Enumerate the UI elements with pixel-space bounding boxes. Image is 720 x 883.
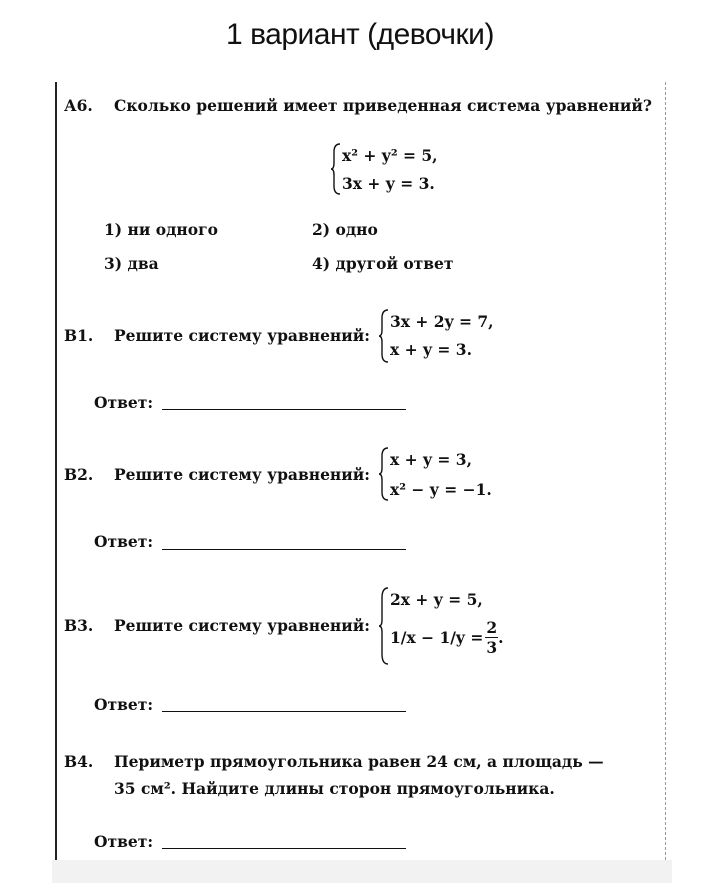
equation-b1-1: 3x + 2y = 7, — [390, 312, 494, 331]
equation-b3-1: 2x + y = 5, — [390, 590, 483, 609]
answer-line-b2[interactable] — [162, 549, 406, 550]
question-text-a6: Сколько решений имеет приведенная система уравнений? — [114, 96, 652, 115]
equation-b3-2-suffix: . — [498, 628, 504, 647]
question-text-b3: Решите систему уравнений: — [114, 616, 370, 635]
equation-b2-1: x + y = 3, — [390, 450, 472, 469]
left-margin-line — [55, 82, 57, 860]
answer-line-b1[interactable] — [162, 409, 406, 410]
fraction-two-thirds — [485, 620, 498, 655]
question-number-b4: В4. — [64, 752, 94, 771]
question-text-b4-line2: 35 см². Найдите длины сторон прямоугольника. — [114, 779, 555, 798]
question-number-b1: В1. — [64, 326, 94, 345]
answer-label-b1: Ответ: — [94, 393, 154, 412]
option-a6-3: 3) два — [104, 254, 159, 273]
fraction-numerator: 2 — [486, 618, 498, 637]
question-text-b4-line1: Периметр прямоугольника равен 24 см, а площадь — — [114, 752, 604, 771]
equation-a6-2: 3x + y = 3. — [342, 174, 435, 193]
answer-line-b3[interactable] — [162, 711, 406, 712]
equation-b1-2: x + y = 3. — [390, 340, 472, 359]
right-cut-line — [665, 82, 666, 860]
answer-line-b4[interactable] — [162, 848, 406, 849]
answer-label-b2: Ответ: — [94, 532, 154, 551]
system-brace-b2 — [378, 446, 390, 502]
answer-label-b3: Ответ: — [94, 695, 154, 714]
equation-b3-2 — [390, 620, 504, 655]
option-a6-4: 4) другой ответ — [312, 254, 454, 273]
question-number-a6: А6. — [64, 96, 93, 115]
system-brace-a6 — [330, 142, 342, 196]
answer-label-b4: Ответ: — [94, 832, 154, 851]
option-a6-1: 1) ни одного — [104, 220, 218, 239]
question-number-b2: В2. — [64, 465, 94, 484]
equation-b2-2: x² − y = −1. — [390, 480, 492, 499]
page-title: 1 вариант (девочки) — [226, 18, 494, 51]
equation-b3-2-prefix: 1/x − 1/y = — [390, 628, 484, 647]
system-brace-b3 — [378, 586, 390, 666]
page-bottom-shade — [52, 860, 672, 883]
question-text-b2: Решите систему уравнений: — [114, 465, 370, 484]
question-text-b1: Решите систему уравнений: — [114, 326, 370, 345]
equation-a6-1: x² + y² = 5, — [342, 146, 438, 165]
question-number-b3: В3. — [64, 616, 94, 635]
fraction-denominator: 3 — [486, 637, 498, 657]
system-brace-b1 — [378, 308, 390, 364]
option-a6-2: 2) одно — [312, 220, 378, 239]
